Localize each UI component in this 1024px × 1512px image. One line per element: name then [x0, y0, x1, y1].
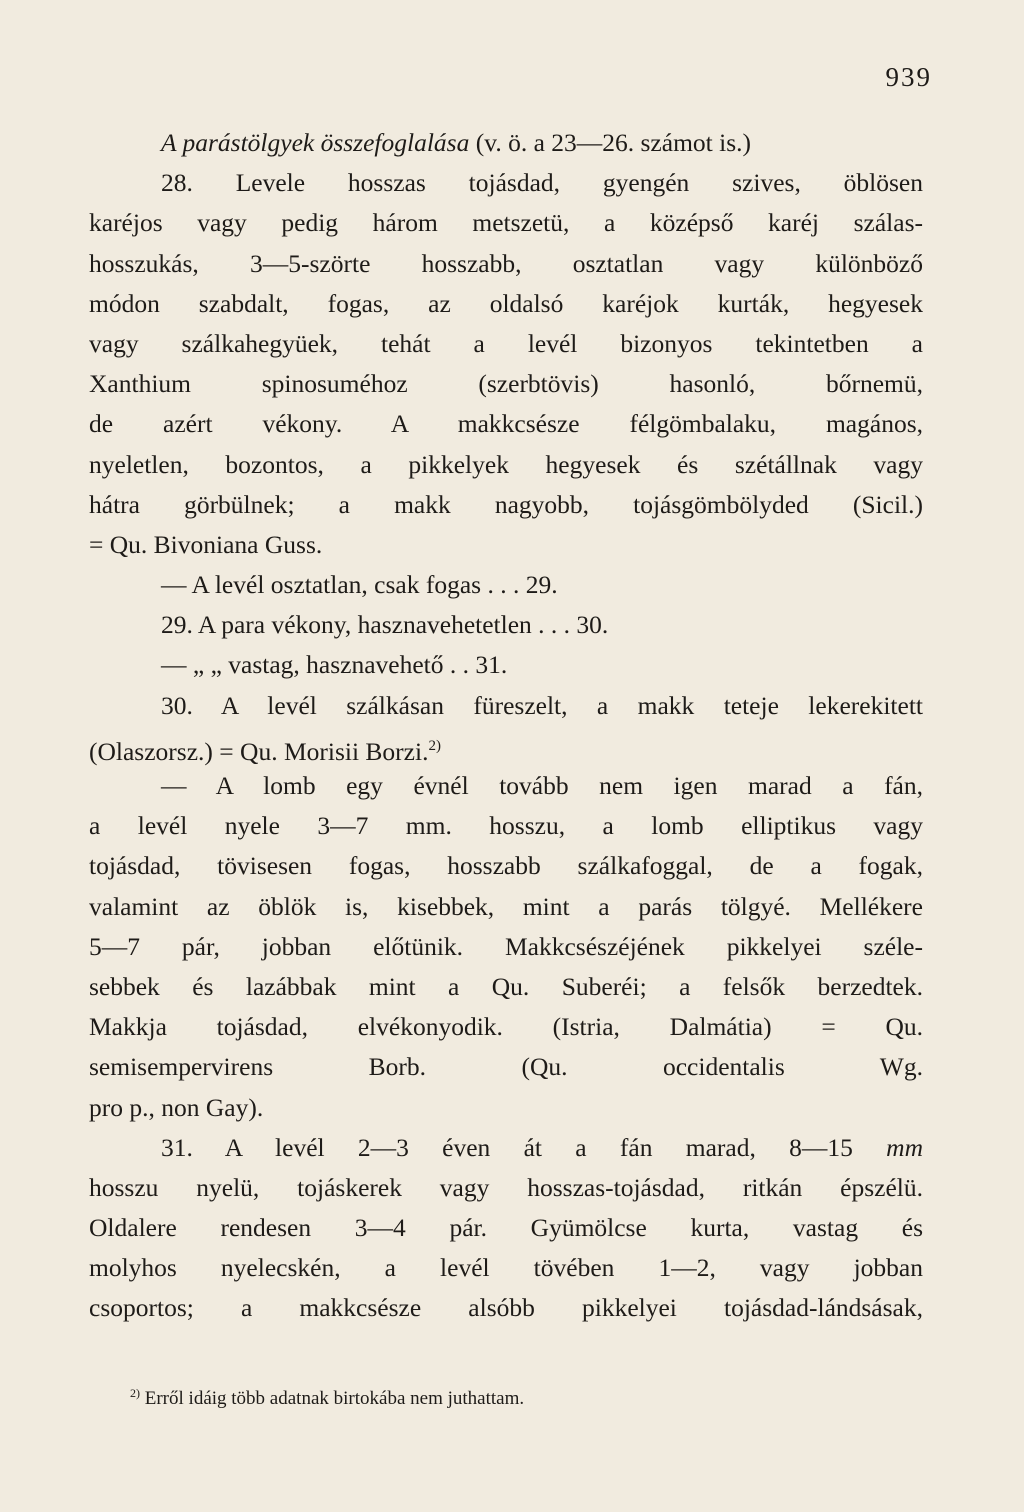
text-line: 30. A levél szálkásan füreszelt, a makk teteje lekerekitett [161, 690, 923, 720]
key-line: 29. A para vékony, hasznavehetetlen . . . 30. [161, 610, 609, 640]
footnote-ref: 2) [428, 737, 441, 754]
text-line: Xanthium spinosuméhoz (szerbtövis) hasonló, bőrnemü, [89, 369, 923, 399]
text-line: valamint az öblök is, kisebbek, mint a parás tölgyé. Mellékere [89, 891, 923, 921]
section-heading [89, 123, 923, 163]
footnote-text: Erről idáig több adatnak birtokába nem juthattam. [144, 1388, 525, 1409]
heading-italic: A parástölgyek összefoglalása [161, 128, 470, 157]
heading-rest: (v. ö. a 23—26. számot is.) [475, 128, 751, 157]
text-line: karéjos vagy pedig három metszetü, a középső karéj szálas- [89, 208, 923, 238]
text-line: = Qu. Bivoniana Guss. [89, 529, 323, 559]
text-line: a levél nyele 3—7 mm. hosszu, a lomb elliptikus vagy [89, 811, 923, 841]
text-line-with-unit [89, 1128, 923, 1168]
footnote-marker: 2) [130, 1386, 140, 1400]
page-number: 939 [885, 62, 932, 92]
text-line: molyhos nyelecskén, a levél tövében 1—2, vagy jobban [89, 1253, 923, 1283]
text-line: csoportos; a makkcsésze alsóbb pikkelyei tojásdad-lándsásak, [89, 1293, 923, 1323]
unit-mm: mm [886, 1132, 924, 1162]
text-line: 28. Levele hosszas tojásdad, gyengén szives, öblösen [161, 168, 923, 198]
text-line: Makkja tojásdad, elvékonyodik. (Istria, Dalmátia) = Qu. [89, 1012, 923, 1042]
text-span: (Olaszorsz.) = Qu. Morisii Borzi. [89, 736, 429, 766]
text-line: vagy szálkahegyüek, tehát a levél bizonyos tekintetben a [89, 328, 923, 358]
key-line: — „ „ vastag, hasznavehető . . 31. [161, 650, 508, 680]
text-line: hátra görbülnek; a makk nagyobb, tojásgömbölyded (Sicil.) [89, 489, 923, 519]
text-line: semisempervirens Borb. (Qu. occidentalis Wg. [89, 1052, 923, 1082]
footnote [130, 1386, 830, 1410]
text-line: sebbek és lazábbak mint a Qu. Suberéi; a felsők berzedtek. [89, 971, 923, 1001]
text-line: Oldalere rendesen 3—4 pár. Gyümölcse kurta, vastag és [89, 1213, 923, 1243]
text-line: módon szabdalt, fogas, az oldalsó karéjok kurták, hegyesek [89, 288, 923, 318]
text-line: hosszukás, 3—5-szörte hosszabb, osztatlan vagy különböző [89, 248, 923, 278]
text-line: hosszu nyelü, tojáskerek vagy hosszas-tojásdad, ritkán épszélü. [89, 1172, 923, 1202]
text-line-with-footnote-ref [89, 726, 923, 766]
text-line: 5—7 pár, jobban előtünik. Makkcsészéjének pikkelyei széle- [89, 931, 923, 961]
text-span: 31. A levél 2—3 éven át a fán marad, 8—15 [161, 1132, 853, 1162]
page-body [89, 123, 923, 1329]
text-line: — A lomb egy évnél tovább nem igen marad a fán, [161, 771, 923, 800]
text-line: de azért vékony. A makkcsésze félgömbalaku, magános, [89, 409, 923, 439]
text-line: nyeletlen, bozontos, a pikkelyek hegyesek és szétállnak vagy [89, 449, 923, 479]
text-line: tojásdad, tövisesen fogas, hosszabb szálkafoggal, de a fogak, [89, 851, 923, 881]
text-line: pro p., non Gay). [89, 1092, 264, 1122]
key-line: — A levél osztatlan, csak fogas . . . 29. [161, 570, 558, 600]
